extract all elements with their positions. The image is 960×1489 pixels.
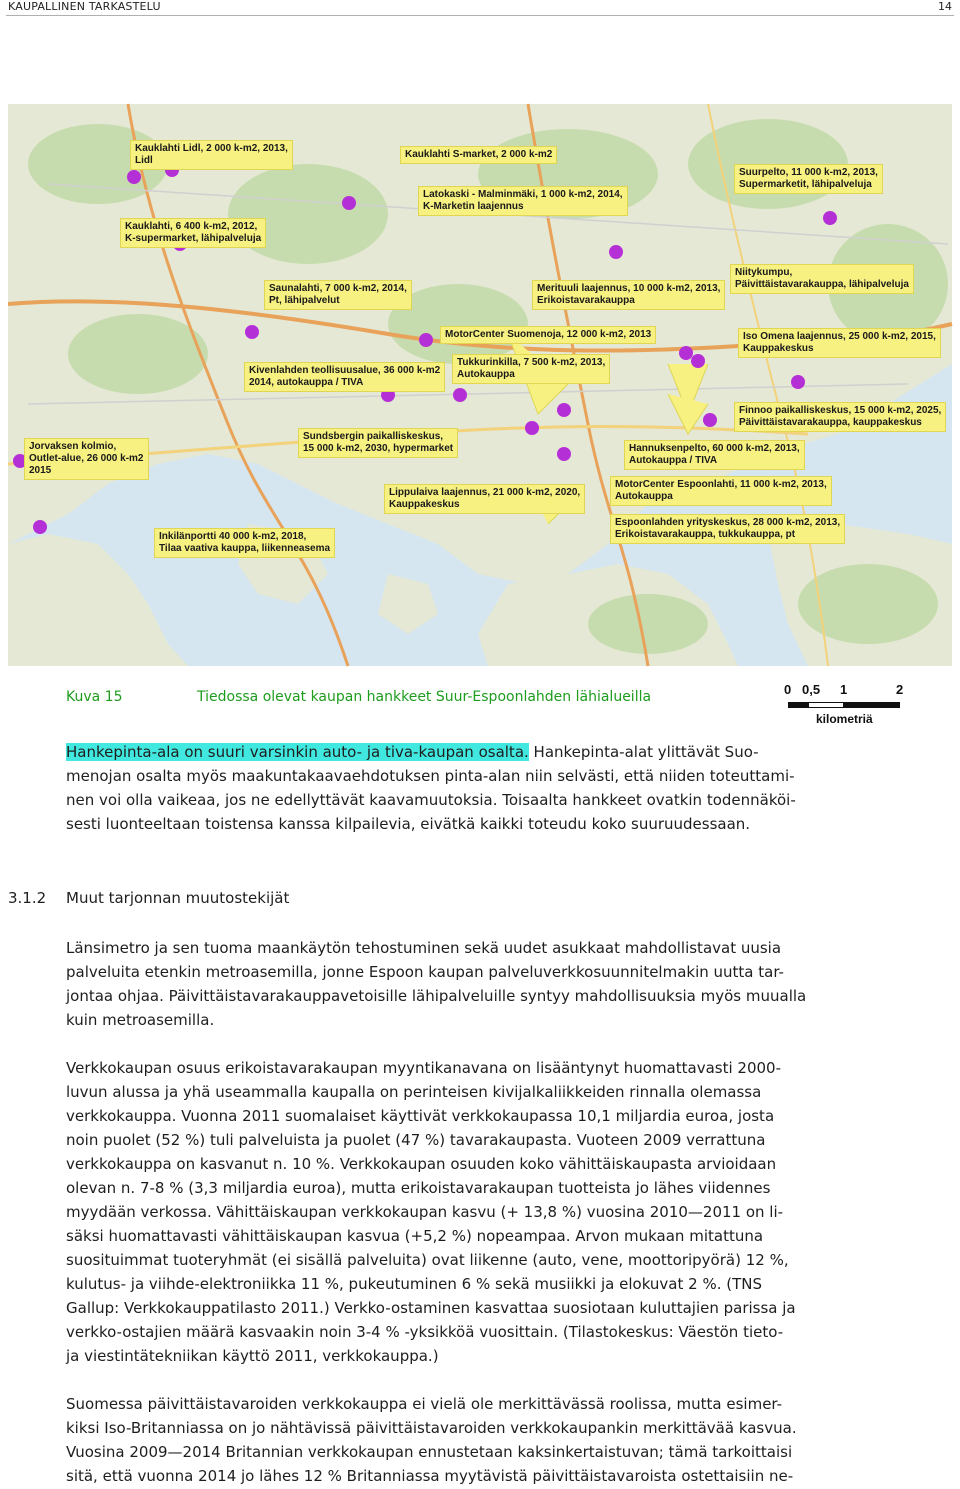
- scale-segment-2: [808, 702, 844, 708]
- scale-tick-0-5: 0,5: [802, 682, 821, 697]
- paragraph-3: [66, 1056, 950, 1368]
- paragraph-line: sitä, että vuonna 2014 jo lähes 12 % Britanniassa myytävistä päivittäistavaroista ostettaisiin ne-: [66, 1467, 794, 1485]
- paragraph-line: verkko-ostajien määrä kasvaakin noin 3-4 % -yksikköä vuosittain. (Tilastokeskus: Väestön tieto-: [66, 1323, 784, 1341]
- section-number: 3.1.2: [8, 889, 47, 907]
- paragraph-1-line-3: nen voi olla vaikeaa, jos ne edellyttävät kaavamuutoksia. Toisaalta hankkeet ovatkin todennäköi-: [66, 791, 796, 809]
- paragraph-4: [66, 1392, 950, 1488]
- callout-iso-omena: Iso Omena laajennus, 25 000 k-m2, 2015, Kauppakeskus: [738, 328, 941, 358]
- paragraph-1: [66, 740, 950, 836]
- scale-tick-1: 1: [840, 682, 848, 697]
- scale-segment-1: [788, 702, 808, 708]
- callout-latokaski: Latokaski - Malminmäki, 1 000 k-m2, 2014, K-Marketin laajennus: [418, 186, 628, 216]
- section-header: KAUPALLINEN TARKASTELU: [8, 0, 161, 13]
- page-header: [8, 0, 952, 14]
- paragraph-line: olevan n. 7-8 % (3,3 miljardia euroa), mutta erikoistavarakaupan tuotteista jo lähes viidennes: [66, 1179, 771, 1197]
- highlighted-text: Hankepinta-ala on suuri varsinkin auto- ja tiva-kaupan osalta.: [66, 743, 529, 761]
- scale-unit: kilometriä: [816, 712, 873, 726]
- paragraph-line: noin puolet (52 %) tuli palveluista ja puolet (47 %) tavarakaupasta. Vuoteen 2009 verrattuna: [66, 1131, 766, 1149]
- figure-title: Tiedossa olevat kaupan hankkeet Suur-Espoonlahden lähialueilla: [197, 689, 652, 705]
- paragraph-line: verkkokauppa. Vuonna 2011 suomalaiset käyttivät verkkokaupassa 10,1 miljardia euroa, josta: [66, 1107, 775, 1125]
- paragraph-line: ja viestintätekniikan käyttö 2011, verkkokauppa.): [66, 1347, 439, 1365]
- paragraph-line: Gallup: Verkkokauppatilasto 2011.) Verkko-ostaminen kasvattaa suosiotaan kuluttajien parissa ja: [66, 1299, 796, 1317]
- paragraph-line: Suomessa päivittäistavaroiden verkkokauppa ei vielä ole merkittävässä roolissa, mutta esimer-: [66, 1395, 783, 1413]
- paragraph-line: säksi huomattavasti vähittäiskaupan kasvua (+5,2 %) nopeampaa. Arvon mukaan mitattuna: [66, 1227, 764, 1245]
- callout-hannuksenpelto: Hannuksenpelto, 60 000 k-m2, 2013, Autokauppa / TIVA: [624, 440, 805, 470]
- callout-kivenlahti: Kivenlahden teollisuusalue, 36 000 k-m2 2014, autokauppa / TIVA: [244, 362, 445, 392]
- header-divider: [6, 15, 954, 16]
- paragraph-line: kiksi Iso-Britanniassa on jo nähtävissä päivittäistavaroiden verkkokaupankin merkittävää kasvua.: [66, 1419, 797, 1437]
- paragraph-1-line-4: sesti luonteeltaan toistensa kanssa kilpailevia, eivätkä kaikki toteudu koko suuruudessaan.: [66, 815, 751, 833]
- figure-label: Kuva 15: [66, 689, 123, 705]
- paragraph-line: luvun alussa ja yhä useammalla kaupalla on perinteisen kivijalkaliikkeiden rinnalla olemassa: [66, 1083, 762, 1101]
- callout-jorvas: Jorvaksen kolmio, Outlet-alue, 26 000 k-m2 2015: [24, 438, 149, 480]
- paragraph-line: verkkokauppa on kasvanut n. 10 %. Verkkokaupan osuuden koko vähittäiskaupasta arvioidaan: [66, 1155, 777, 1173]
- scale-segment-3: [844, 702, 900, 708]
- paragraph-line: suosituimmat tuoteryhmät (ei sisällä palveluita) ovat liikenne (auto, vene, moottoripyörä) 12 %,: [66, 1251, 789, 1269]
- callout-niitykumpu: Niitykumpu, Päivittäistavarakauppa, lähipalveluja: [730, 264, 914, 294]
- callout-motorcenter-suomenoja: MotorCenter Suomenoja, 12 000 k-m2, 2013: [440, 326, 656, 344]
- paragraph-line: kuin metroasemilla.: [66, 1011, 215, 1029]
- paragraph-line: Verkkokaupan osuus erikoistavarakaupan myyntikanavana on lisääntynyt huomattavasti 2000-: [66, 1059, 781, 1077]
- scale-tick-2: 2: [896, 682, 904, 697]
- page-number: 14: [938, 0, 952, 13]
- paragraph-1-line-2: menojan osalta myös maakuntakaavaehdotuksen pinta-alan niin selvästi, että niiden toteuttami-: [66, 767, 795, 785]
- callout-kauklahti-s-market: Kauklahti S-market, 2 000 k-m2: [400, 146, 557, 164]
- paragraph-1-line-1: Hankepinta-ala on suuri varsinkin auto- ja tiva-kaupan osalta. Hankepinta-alat ylittävät Suo-: [66, 743, 759, 761]
- paragraph-line: Vuosina 2009—2014 Britannian verkkokaupan ennustetaan kaksinkertaistuvan; tämä tarkoittaisi: [66, 1443, 793, 1461]
- callout-lippulaiva: Lippulaiva laajennus, 21 000 k-m2, 2020, Kauppakeskus: [384, 484, 585, 514]
- callout-espoonlahti-yrityskeskus: Espoonlahden yrityskeskus, 28 000 k-m2, 2013, Erikoistavarakauppa, tukkukauppa, pt: [610, 514, 845, 544]
- section-title: Muut tarjonnan muutostekijät: [66, 889, 290, 907]
- scale-bar: [784, 682, 914, 732]
- callout-saunalahti: Saunalahti, 7 000 k-m2, 2014, Pt, lähipalvelut: [264, 280, 412, 310]
- callout-merituuli: Merituuli laajennus, 10 000 k-m2, 2013, Erikoistavarakauppa: [532, 280, 725, 310]
- paragraph-line: Länsimetro ja sen tuoma maankäytön tehostuminen sekä uudet asukkaat mahdollistavat uusia: [66, 939, 782, 957]
- callout-inkilanportti: Inkilänportti 40 000 k-m2, 2018, Tilaa vaativa kauppa, liikenneasema: [154, 528, 335, 558]
- callout-kauklahti-lidl: Kauklahti Lidl, 2 000 k-m2, 2013, Lidl: [130, 140, 293, 170]
- callout-suurpelto: Suurpelto, 11 000 k-m2, 2013, Supermarketit, lähipalveluja: [734, 164, 883, 194]
- paragraph-line: palveluita etenkin metroasemilla, jonne Espoon kaupan palveluverkkosuunnitelmakin uutta tar-: [66, 963, 784, 981]
- paragraph-line: kulutus- ja viihde-elektroniikka 11 %, pukeutuminen 6 % sekä musiikki ja elokuvat 2 %. (TNS: [66, 1275, 762, 1293]
- callout-tukkurinkilla: Tukkurinkilla, 7 500 k-m2, 2013, Autokauppa: [452, 354, 610, 384]
- callout-kauklahti-k-supermarket: Kauklahti, 6 400 k-m2, 2012, K-supermarket, lähipalveluja: [120, 218, 266, 248]
- callout-finnoo: Finnoo paikalliskeskus, 15 000 k-m2, 2025, Päivittäistavarakauppa, kauppakeskus: [734, 402, 946, 432]
- paragraph-line: jontaa ohjaa. Päivittäistavarakauppavetoisille lähipalveluille syntyy mahdollisuuksia myös muualla: [66, 987, 807, 1005]
- callout-motorcenter-espoonlahti: MotorCenter Espoonlahti, 11 000 k-m2, 2013, Autokauppa: [610, 476, 832, 506]
- callout-sundsberg: Sundsbergin paikalliskeskus, 15 000 k-m2, 2030, hypermarket: [298, 428, 458, 458]
- paragraph-line: myydään verkossa. Vähittäiskaupan verkkokaupan kasvu (+ 13,8 %) vuosina 2010—2011 on li-: [66, 1203, 784, 1221]
- scale-tick-0: 0: [784, 682, 792, 697]
- paragraph-2: [66, 936, 950, 1032]
